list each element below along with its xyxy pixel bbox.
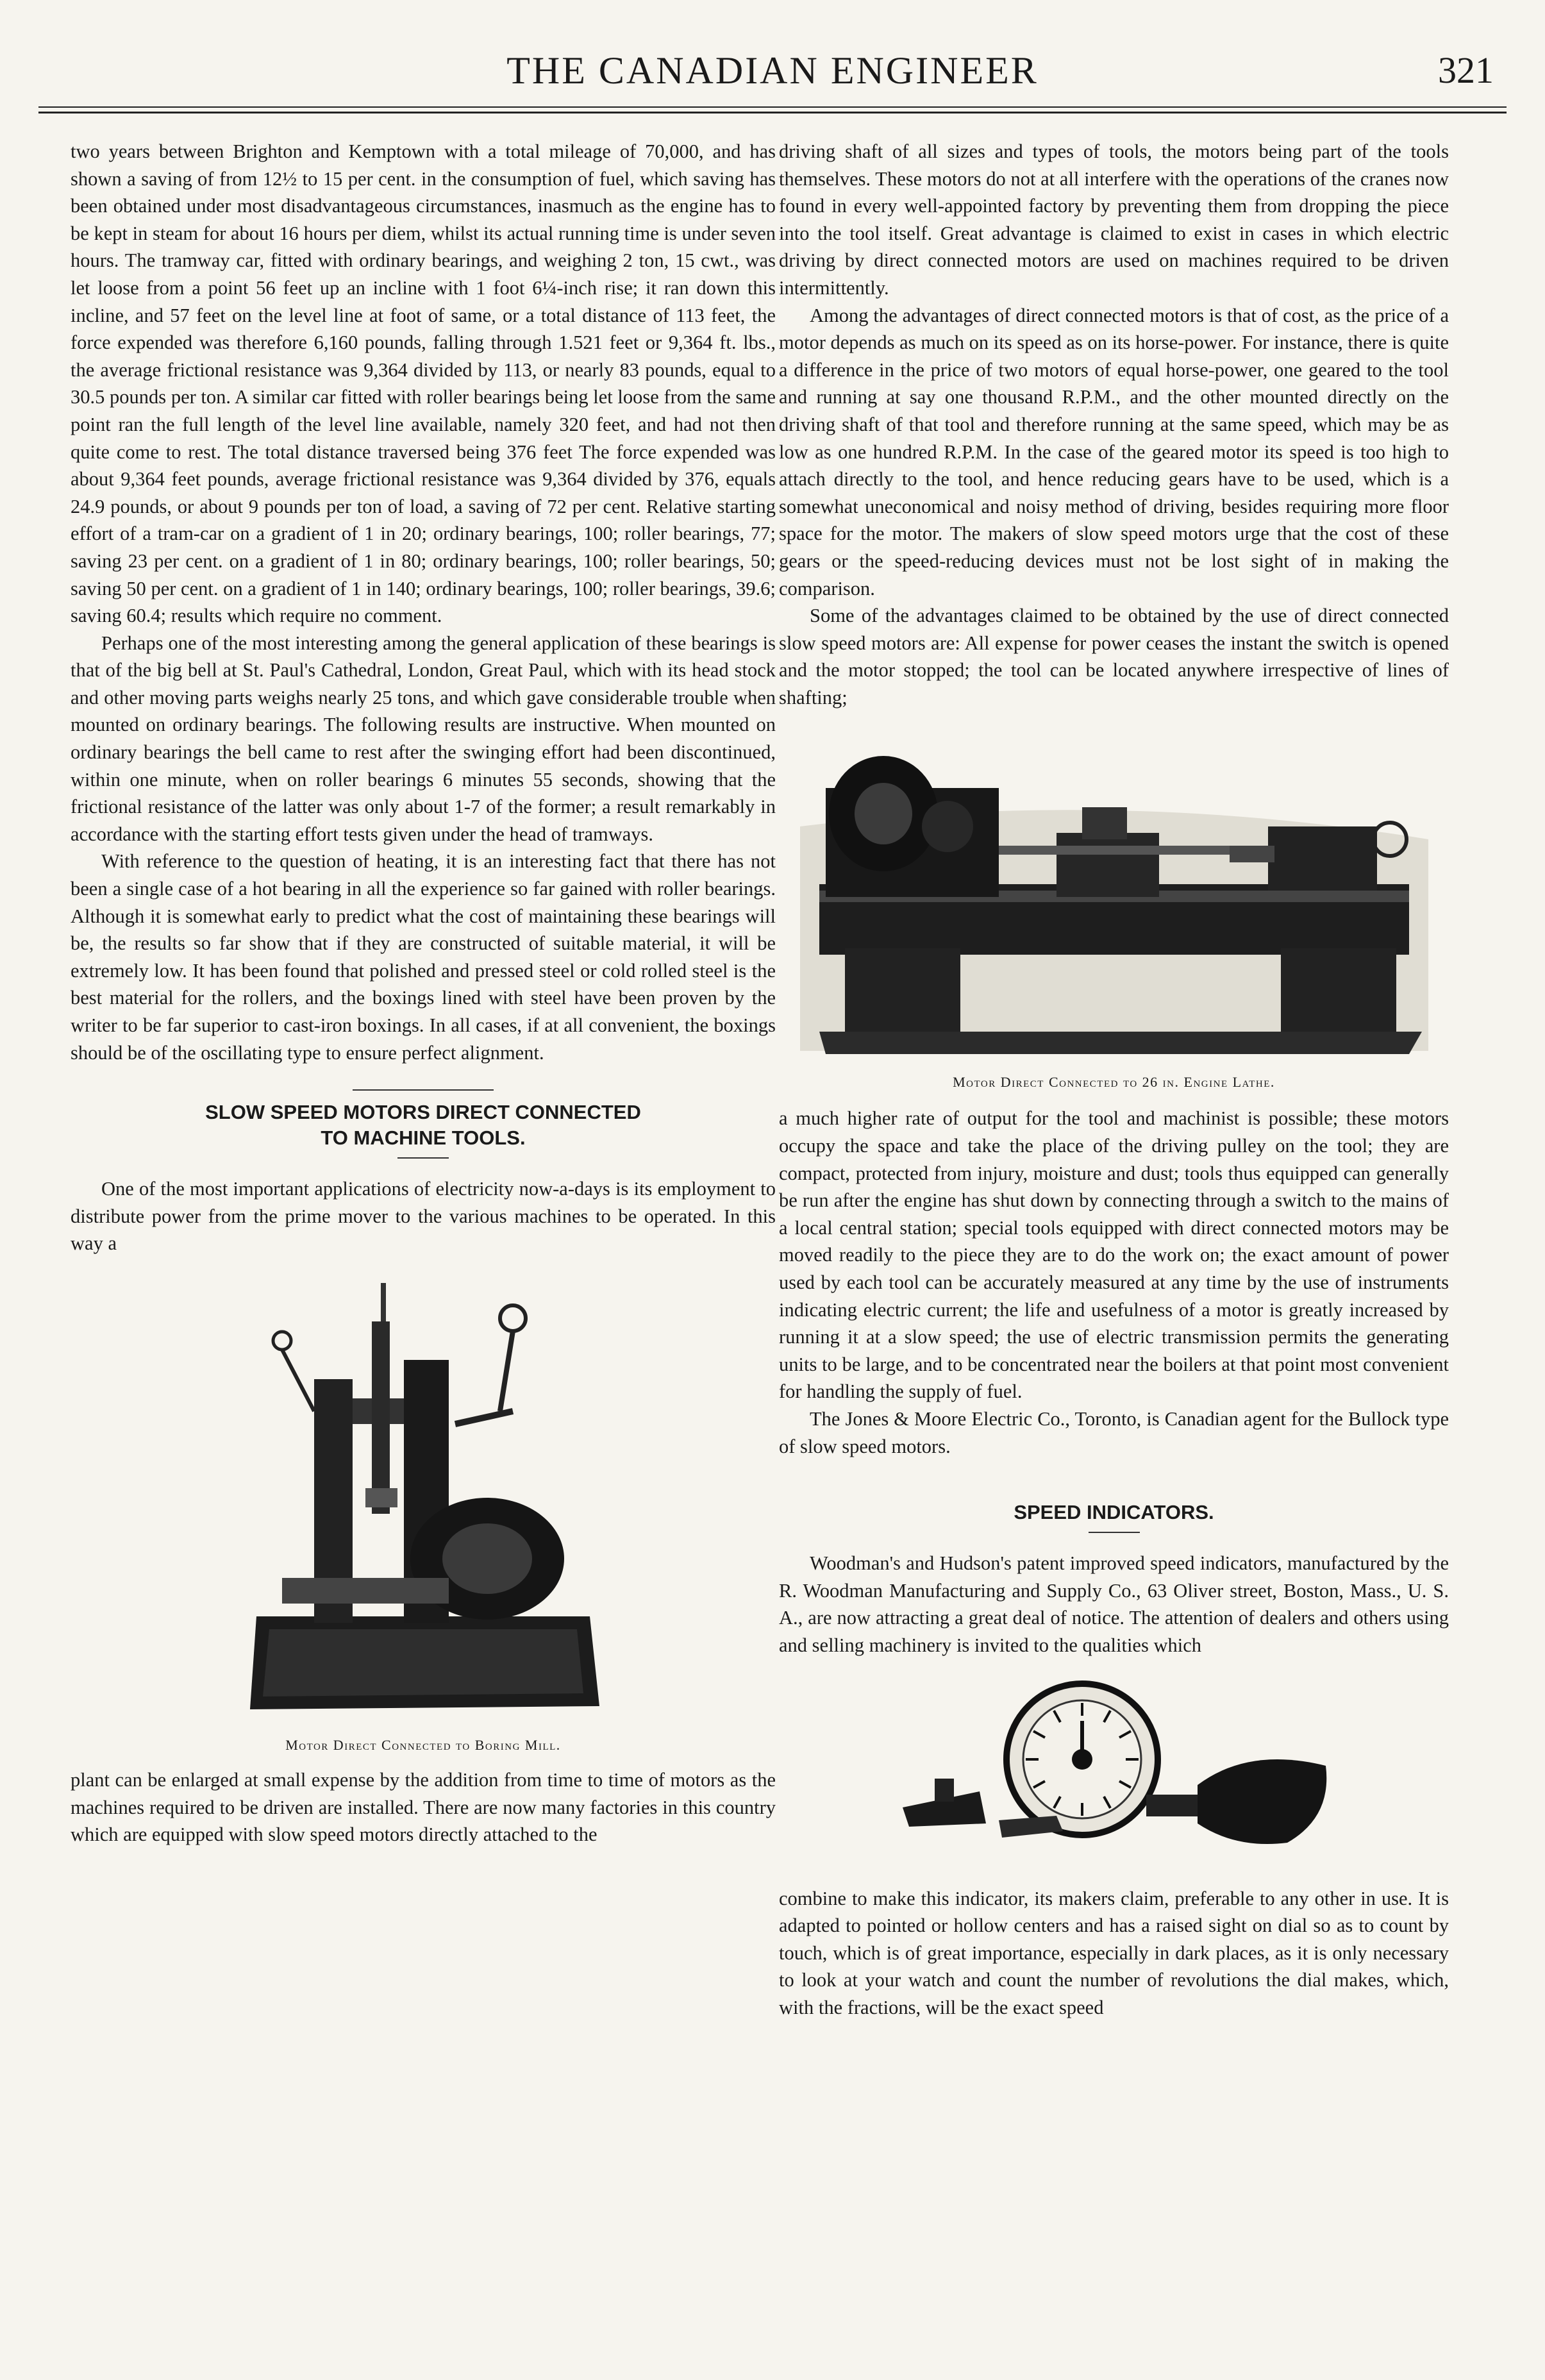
right-column (779, 138, 1449, 2022)
engine-lathe-illustration (781, 730, 1448, 1064)
speed-indicator-illustration (890, 1670, 1339, 1875)
running-head: THE CANADIAN ENGINEER (506, 49, 1039, 92)
boring-mill-illustration (244, 1283, 603, 1725)
right-para-7: combine to make this indicator, its makers claim, preferable to any other in use. It is adapted to pointed or hollow centers and has a raised sight on dial so as to count by touch, which is of great importance, especially in dark places, as it is only necessary to look at your watch and count the number of revolutions the dial makes, which, with the fractions, will be the exact speed (779, 1887, 1449, 2018)
section-heading-line-2: TO MACHINE TOOLS. (321, 1127, 526, 1150)
figure-engine-lathe (781, 730, 1448, 1091)
right-para-6: Woodman's and Hudson's patent improved speed indicators, manufactured by the R. Woodman Manufacturing and Supply Co., 63 Oliver street, Boston, Mass., U. S. A., are now attracting a great deal of notice. The attention of dealers and others using and selling machinery is invited to the qualities which (779, 1552, 1449, 1656)
left-para-5: plant can be enlarged at small expense by the addition from time to time of motors as the machines required to be driven are installed. There are now many factories in this country which are equipped with slow speed motors directly attached to the (71, 1768, 776, 1846)
figure-boring-mill (244, 1283, 603, 1754)
left-para-1: two years between Brighton and Kemptown with a total mileage of 70,000, and has shown a saving of from 12½ to 15 per cent. in the consumption of fuel, which saving has been obtained under most disadvantageous circumstances, inasmuch as the engine has to be kept in steam for about 16 hours per diem, whilst its actual running time is under seven hours. The tramway car, fitted with ordinary bearings, and weighing 2 ton, 15 cwt., was let loose from a point 56 feet up an incline with 1 foot 6¼-inch rise; it ran down this incline, and 57 feet on the level line at foot of same, or a total distance of 113 feet, the force expended was therefore 6,160 pounds, falling through 1.521 feet or 9,364 ft. lbs., the average frictional resistance was 9,364 divided by 113, or nearly 83 pounds, equal to 30.5 pounds per ton. A similar car fitted with roller bearings being let loose from the same point ran the full length of the level line available, namely 320 feet, and had not then quite come to rest. The total distance traversed being 376 feet The force expended was about 9,364 feet pounds, average frictional resistance was 9,364 divided by 376, equals 24.9 pounds, or about 9 pounds per ton of load, a saving of 72 per cent. Relative starting effort of a tram-car on a gradient of 1 in 20; ordinary bearings, 100; roller bearings, 77; saving 23 per cent. on a gradient of 1 in 80; ordinary bearings, 100; roller bearings, 50; saving 50 per cent. on a gradient of 1 in 140; ordinary bearings, 100; roller bearings, 39.6; saving 60.4; results which require no comment. (71, 140, 776, 627)
header-rule (38, 106, 1507, 113)
left-column (71, 138, 776, 1848)
figure-caption-engine-lathe: Motor Direct Connected to 26 in. Engine Lathe. (953, 1074, 1275, 1091)
left-para-3: With reference to the question of heating, it is an interesting fact that there has not been a single case of a hot bearing in all the experience so far gained with roller bearings. Although it is somewhat early to predict what the cost of maintaining these bearings will be, the results so far show that if they are constructed of suitable material, it will be extremely low. It has been found that polished and pressed steel or cold rolled steel is the best material for the rollers, and the boxings lined with steel have been proven by the writer to be far superior to cast-iron boxings. In all cases, if at all convenient, the boxings should be of the oscillating type to ensure perfect alignment. (71, 850, 776, 1064)
section-heading-speed-indicators: SPEED INDICATORS. (1014, 1501, 1214, 1524)
figure-speed-indicator (890, 1670, 1339, 1875)
figure-caption-boring-mill: Motor Direct Connected to Boring Mill. (285, 1736, 561, 1753)
page-header (38, 46, 1507, 105)
page-number: 321 (1438, 49, 1494, 91)
left-para-4: One of the most important applications of electricity now-a-days is its employment to distribute power from the prime mover to the various machines to be operated. In this way a (71, 1178, 776, 1255)
right-para-3: Some of the advantages claimed to be obtained by the use of direct connected slow speed motors are: All expense for power ceases the instant the switch is opened and the motor stopped; the tool can be located anywhere irrespective of lines of shafting; (779, 605, 1449, 708)
right-para-5: The Jones & Moore Electric Co., Toronto, is Canadian agent for the Bullock type of slow speed motors. (779, 1408, 1449, 1457)
right-para-2: Among the advantages of direct connected motors is that of cost, as the price of a motor depends as much on its speed as on its horse-power. For instance, there is quite a difference in the price of two motors of equal horse-power, one geared to the tool and running at say one thousand R.P.M., and the other mounted directly on the driving shaft of that tool and therefore running at the same speed, which may be as low as one hundred R.P.M. In the case of the geared motor its speed is too high to attach directly to the tool, and hence reducing gears have to be used, which is a somewhat uneconomical and noisy method of driving, besides requiring more floor space for the motor. The makers of slow speed motors urge that the cost of these gears or the speed-reducing devices must not be lost sight of in making the comparison. (779, 304, 1449, 599)
right-para-1: driving shaft of all sizes and types of tools, the motors being part of the tools themselves. These motors do not at all interfere with the operations of the cranes now found in every well-appointed factory by preventing them from dropping the piece into the tool itself. Great advantage is claimed to exist in cases in which electric driving by direct connected motors are used on machines required to be driven intermittently. (779, 140, 1449, 299)
left-para-2: Perhaps one of the most interesting among the general application of these bearings is that of the big bell at St. Paul's Cathedral, London, Great Paul, which with its head stock and other moving parts weighs nearly 25 tons, and which gave considerable trouble when mounted on ordinary bearings. The following results are instructive. When mounted on ordinary bearings the bell came to rest after the swinging effort had been discontinued, within one minute, when on roller bearings 6 minutes 55 seconds, showing that the frictional resistance of the latter was only about 1-7 of the former; a result remarkably in accordance with the starting effort tests given under the head of tramways. (71, 632, 776, 845)
right-para-4: a much higher rate of output for the tool and machinist is possible; these motors occupy the space and take the place of the driving pulley on the tool; they are compact, protected from injury, moisture and dust; tools thus equipped can generally be run after the engine has shut down by connecting through a switch to the mains of a local central station; special tools equipped with direct connected motors may be moved readily to the piece they are to do the work on; the exact amount of power used by each tool can be accurately measured at any time by the use of instruments indicating electric current; the life and usefulness of a motor is greatly increased by running it at a slow speed; the use of electric transmission permits the generating units to be large, and to be concentrated near the boilers at that point most convenient for handling the supply of fuel. (779, 1107, 1449, 1403)
section-heading-line-1: SLOW SPEED MOTORS DIRECT CONNECTED (205, 1101, 641, 1124)
section-heading-motors (71, 1100, 776, 1151)
